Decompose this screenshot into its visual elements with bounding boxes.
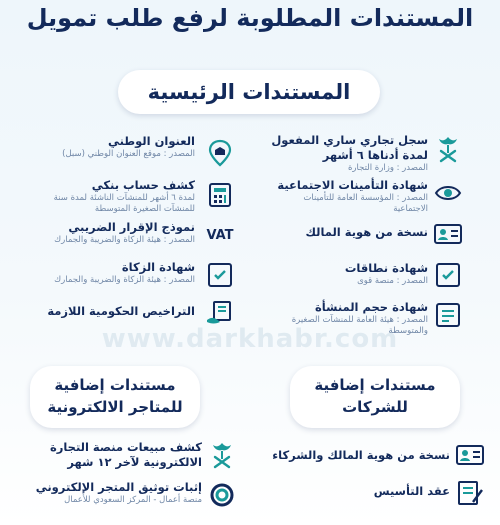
item-title: إثبات توثيق المتجر الإلكتروني [35,480,202,494]
list-item [35,220,195,258]
item-title: شهادة الزكاة [121,260,195,274]
list-item [270,448,450,486]
item-title: نموذج الإقرار الضريبي [68,220,195,234]
item-title: كشف مبيعات منصة التجارة الالكترونية لآخر ١٢ شهر [49,440,202,469]
item-source: منصة أعمال - المركز السعودي للأعمال [64,495,202,505]
list-item [35,134,195,172]
item-source: لمدة ٦ أشهر للمنشآت الناشئة لمدة سنة للمنشآت الصغيرة المتوسطة [53,193,195,214]
location-pin-icon [205,138,235,168]
main-section-heading: المستندات الرئيسية [118,70,380,114]
saudi-emblem-icon [433,134,463,164]
list-item [35,178,195,216]
list-item [270,261,428,299]
saudi-emblem-icon [207,440,237,470]
contract-icon [455,478,485,508]
item-title: نسخة من هوية المالك والشركاء [272,448,450,462]
item-title: كشف حساب بنكي [91,178,195,192]
item-source: المصدر : وزارة التجارة [347,163,428,173]
id-card-icon [433,219,463,249]
certificate-icon [433,260,463,290]
stores-section-heading: مستندات إضافية للمتاجر الالكترونية [30,366,200,428]
list-item [270,133,428,171]
certificate-icon [205,260,235,290]
list-item [270,178,428,216]
item-title: التراخيص الحكومية اللازمة [47,304,195,318]
vat-label: VAT [206,227,234,243]
id-card-icon [455,440,485,470]
saudi-business-center-icon [207,480,237,510]
page-title: المستندات المطلوبة لرفع طلب تمويل [26,4,474,32]
item-title: العنوان الوطني [107,134,195,148]
item-title: نسخة من هوية المالك [305,225,428,239]
eye-icon [433,178,463,208]
item-source: المصدر : هيئة الزكاة والضريبة والجمارك [54,275,195,285]
companies-section-heading: مستندات إضافية للشركات [290,366,460,428]
item-title: سجل تجاري ساري المفعول لمدة أدناها ٦ أشهر [271,133,428,162]
list-item [12,480,202,518]
item-source: المصدر : المؤسسة العامة للتأمينات الاجتماعية [303,193,428,214]
item-title: شهادة حجم المنشأة [315,300,428,314]
item-title: شهادة نطاقات [344,261,428,275]
item-source: المصدر : هيئة العامة للمنشآت الصغيرة والمتوسطة [291,315,428,336]
list-item [35,260,195,298]
item-source: المصدر : منصة قوى [357,276,428,286]
item-title: شهادة التأمينات الاجتماعية [277,178,428,192]
item-source: المصدر : موقع العنوان الوطني (سبل) [62,149,195,159]
list-item [270,225,428,263]
list-item [12,440,202,478]
item-source: المصدر : هيئة الزكاة والضريبة والجمارك [54,235,195,245]
watermark: www.darkhabr.com [101,324,399,354]
list-item [270,484,450,522]
calculator-icon [205,180,235,210]
vat-icon [202,220,238,250]
item-title: عقد التأسيس [373,484,450,498]
